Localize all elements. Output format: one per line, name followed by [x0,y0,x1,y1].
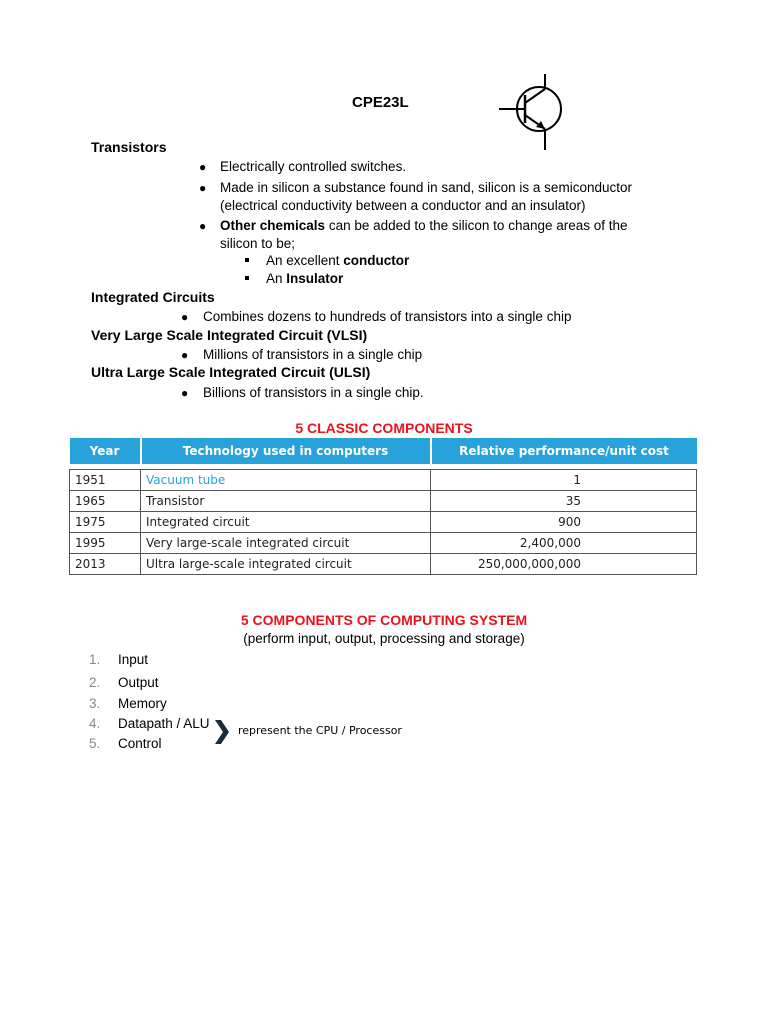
computing-subheading: (perform input, output, processing and storage) [243,631,525,646]
bullet-icon: ● [199,219,207,233]
cell-technology: Transistor [141,491,431,512]
sub-bullet-text: An [266,271,287,286]
ic-heading: Integrated Circuits [91,289,215,305]
list-number: 5. [89,736,101,751]
square-bullet-icon [245,276,249,280]
page-title: CPE23L [352,94,409,111]
list-number: 1. [89,652,101,667]
ulsi-heading: Ultra Large Scale Integrated Circuit (ULSI) [91,364,371,380]
cell-performance: 1 [431,470,697,491]
sub-bullet-text: An excellent [266,253,344,268]
computing-components-heading: 5 COMPONENTS OF COMPUTING SYSTEM [240,612,528,628]
bullet-icon: ● [181,386,189,400]
list-item-datapath: Datapath / ALU [118,716,210,731]
transistor-bullet-3 [220,217,628,235]
cell-technology: Ultra large-scale integrated circuit [141,554,431,575]
transistor-bullet-3-cont: silicon to be; [220,236,296,251]
cell-performance: 35 [431,491,697,512]
cell-technology: Vacuum tube [141,470,431,491]
table-header-row [70,438,697,464]
table-row [70,470,697,491]
col-header-year: Year [70,438,141,464]
cell-year: 1965 [70,491,141,512]
table-row [70,491,697,512]
cell-performance: 900 [431,512,697,533]
classic-components-heading: 5 CLASSIC COMPONENTS [295,420,473,436]
bullet-icon: ● [181,348,189,362]
cpu-note: represent the CPU / Processor [238,724,402,737]
cell-technology: Integrated circuit [141,512,431,533]
sub-bullet-bold: conductor [343,253,410,268]
sub-bullet-conductor [266,252,409,270]
cell-year: 1975 [70,512,141,533]
bullet-icon: ● [181,310,189,324]
transistor-bullet-2: Made in silicon a substance found in sand, silicon is a semiconductor [220,180,632,195]
sub-bullet-insulator [266,270,343,288]
other-chemicals-bold: Other chemicals [220,218,326,233]
ic-bullet: Combines dozens to hundreds of transistors into a single chip [203,309,572,324]
cell-performance: 250,000,000,000 [431,554,697,575]
table-row [70,512,697,533]
transistor-bullet-1: Electrically controlled switches. [220,159,407,174]
chevron-right-icon [214,719,230,745]
vlsi-heading: Very Large Scale Integrated Circuit (VLSI) [91,327,368,343]
list-number: 2. [89,675,101,690]
col-header-technology: Technology used in computers [141,438,431,464]
bullet-icon: ● [199,160,207,174]
list-item-memory: Memory [118,696,167,711]
cell-year: 2013 [70,554,141,575]
transistors-heading: Transistors [91,139,167,155]
square-bullet-icon [245,258,249,262]
list-number: 4. [89,716,101,731]
transistor-bullet-3-text: can be added to the silicon to change areas of the [328,218,628,233]
transistor-symbol-icon [493,72,569,152]
cell-year: 1995 [70,533,141,554]
list-item-control: Control [118,736,162,751]
cell-year: 1951 [70,470,141,491]
table-row [70,533,697,554]
cell-performance: 2,400,000 [431,533,697,554]
transistor-bullet-2-cont: (electrical conductivity between a conductor and an insulator) [220,198,586,213]
sub-bullet-bold: Insulator [286,271,344,286]
table-row [70,554,697,575]
list-item-output: Output [118,675,159,690]
bullet-icon: ● [199,181,207,195]
col-header-performance: Relative performance/unit cost [431,438,697,464]
technology-table [69,438,697,575]
list-number: 3. [89,696,101,711]
cell-technology: Very large-scale integrated circuit [141,533,431,554]
list-item-input: Input [118,652,149,667]
vlsi-bullet: Millions of transistors in a single chip [203,347,423,362]
ulsi-bullet: Billions of transistors in a single chip. [203,385,424,400]
